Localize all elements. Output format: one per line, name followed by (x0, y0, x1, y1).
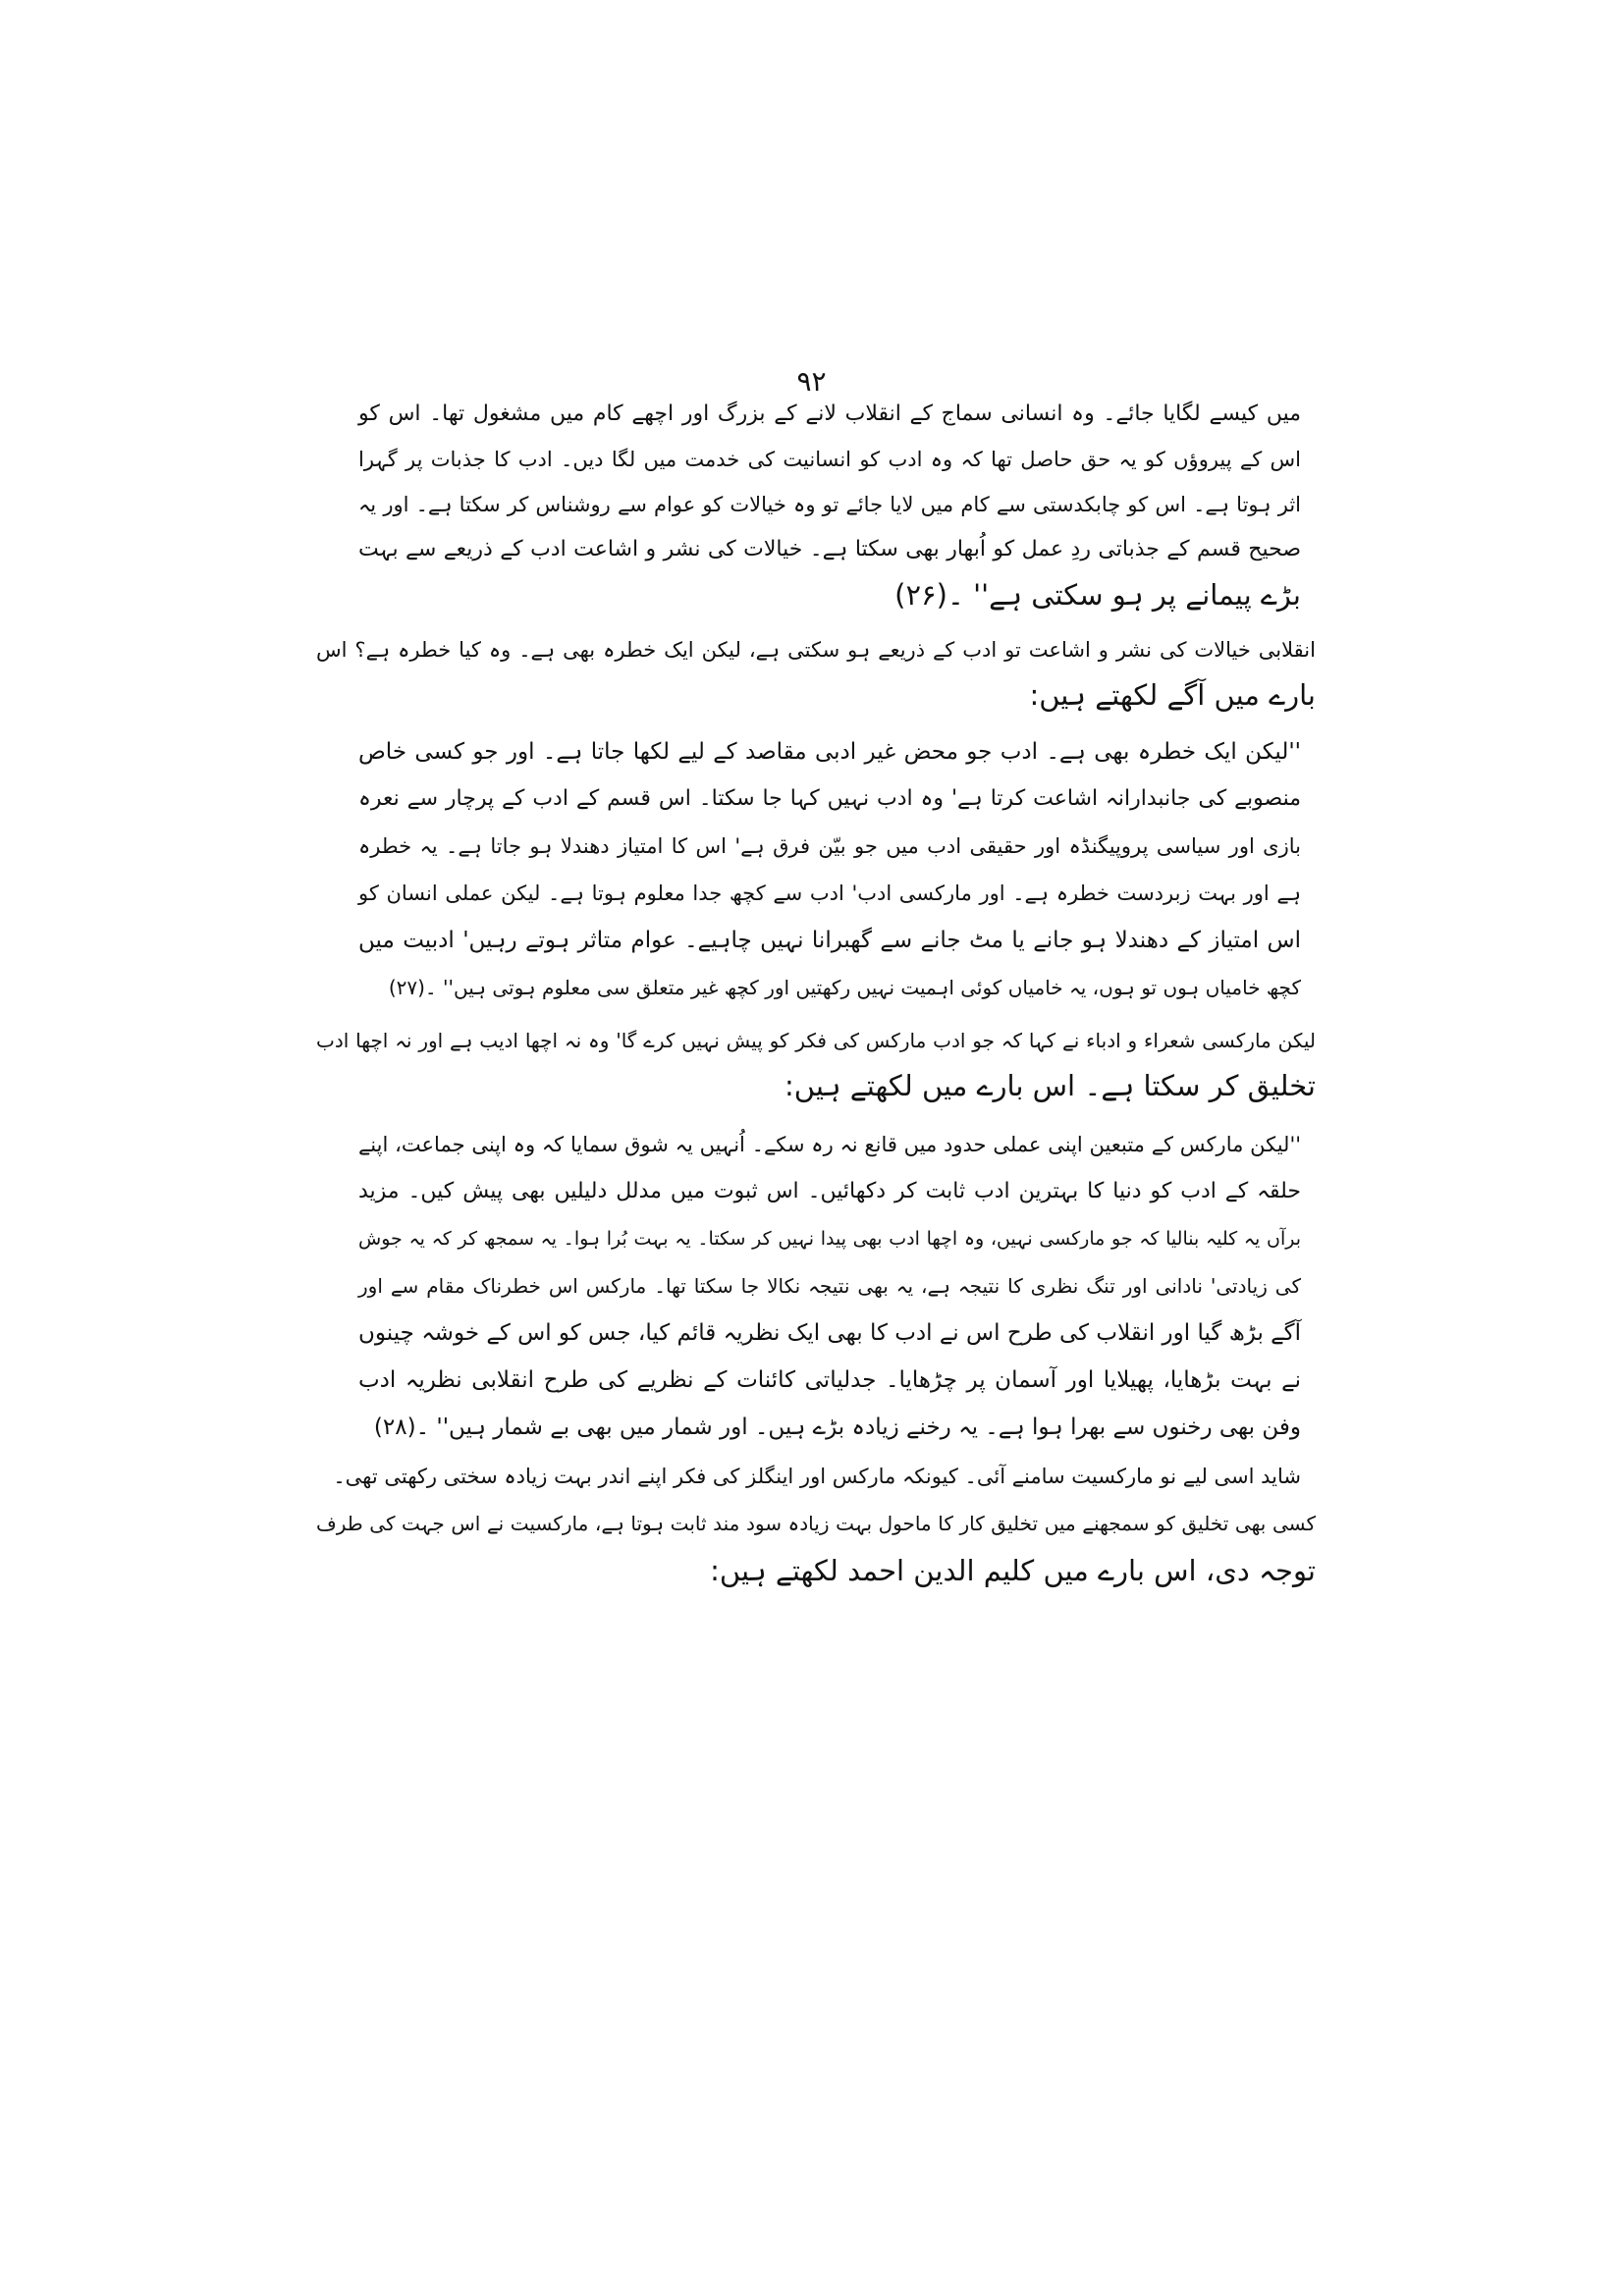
text-line: شاید اسی لیے نو مارکسیت سامنے آئی۔ کیونکہ مارکس اور اینگلز کی فکر اپنے اندر بہت زیادہ سختی رکھتی تھی۔ (333, 1465, 1301, 1488)
text-line: حلقہ کے ادب کو دنیا کا بہترین ادب ثابت کر دکھائیں۔ اس ثبوت میں مدلل دلیلیں بھی پیش کیں۔ مزید (358, 1179, 1301, 1203)
text-line: تخلیق کر سکتا ہے۔ اس بارے میں لکھتے ہیں: (784, 1069, 1316, 1102)
text-line: صحیح قسم کے جذباتی ردِ عمل کو اُبھار بھی سکتا ہے۔ خیالات کی نشر و اشاعت ادب کے ذریعے سے بہت (358, 537, 1301, 561)
text-line: اس امتیاز کے دھندلا ہو جانے یا مٹ جانے سے گھبرانا نہیں چاہیے۔ عوام متاثر ہوتے رہیں' ادبیت میں (358, 928, 1301, 953)
text-line: لیکن مارکسی شعراء و ادباء نے کہا کہ جو ادب مارکس کی فکر کو پیش نہیں کرے گا' وہ نہ اچھا ادیب ہے اور نہ اچھا ادب (316, 1029, 1316, 1052)
page-number: ۹۲ (796, 365, 827, 398)
text-line: انقلابی خیالات کی نشر و اشاعت تو ادب کے ذریعے ہو سکتی ہے، لیکن ایک خطرہ بھی ہے۔ وہ کیا خطرہ ہے؟ اس (316, 638, 1316, 662)
text-line: برآں یہ کلیہ بنالیا کہ جو مارکسی نہیں، وہ اچھا ادب بھی پیدا نہیں کر سکتا۔ یہ بہت بُرا ہوا۔ یہ سمجھ کر کہ یہ جوش (358, 1228, 1301, 1250)
text-line: بارے میں آگے لکھتے ہیں: (1029, 678, 1316, 712)
text-line: اثر ہوتا ہے۔ اس کو چابکدستی سے کام میں لایا جائے تو وہ خیالات کو عوام سے روشناس کر سکتا ہے۔ اور یہ (358, 493, 1301, 516)
text-line: کچھ خامیاں ہوں تو ہوں، یہ خامیاں کوئی اہمیت نہیں رکھتیں اور کچھ غیر متعلق سی معلوم ہوتی ہیں'' ۔(۲۷) (388, 976, 1301, 999)
text-line: ہے اور بہت زبردست خطرہ ہے۔ اور مارکسی ادب' ادب سے کچھ جدا معلوم ہوتا ہے۔ لیکن عملی انسان کو (358, 881, 1301, 905)
text-line: نے بہت بڑھایا، پھیلایا اور آسمان پر چڑھایا۔ جدلیاتی کائنات کے نظریے کی طرح انقلابی نظریہ ادب (358, 1367, 1301, 1393)
text-line: توجہ دی، اس بارے میں کلیم الدین احمد لکھتے ہیں: (710, 1554, 1316, 1587)
text-line: بڑے پیمانے پر ہو سکتی ہے'' ۔(۲۶) (894, 578, 1301, 612)
text-line: کی زیادتی' نادانی اور تنگ نظری کا نتیجہ ہے، یہ بھی نتیجہ نکالا جا سکتا تھا۔ مارکس اس خطرناک مقام سے اور (358, 1274, 1302, 1298)
text-line: میں کیسے لگایا جائے۔ وہ انسانی سماج کے انقلاب لانے کے بزرگ اور اچھے کام میں مشغول تھا۔ اس کو (358, 401, 1301, 426)
text-line: آگے بڑھ گیا اور انقلاب کی طرح اس نے ادب کا بھی ایک نظریہ قائم کیا، جس کو اس کے خوشہ چینوں (358, 1320, 1301, 1346)
text-line: اس کے پیروؤں کو یہ حق حاصل تھا کہ وہ ادب کو انسانیت کی خدمت میں لگا دیں۔ ادب کا جذبات پر گہرا (358, 448, 1301, 471)
text-line: بازی اور سیاسی پروپیگنڈہ اور حقیقی ادب میں جو بیّن فرق ہے' اس کا امتیاز دھندلا ہو جاتا ہے۔ یہ خطرہ (358, 834, 1301, 858)
text-line: ''لیکن مارکس کے متبعین اپنی عملی حدود میں قانع نہ رہ سکے۔ اُنہیں یہ شوق سمایا کہ وہ اپنی جماعت، اپنے (358, 1133, 1301, 1156)
text-line: وفن بھی رخنوں سے بھرا ہوا ہے۔ یہ رخنے زیادہ بڑے ہیں۔ اور شمار میں بھی بے شمار ہیں'' ۔(۲۸) (373, 1415, 1301, 1440)
text-line: ''لیکن ایک خطرہ بھی ہے۔ ادب جو محض غیر ادبی مقاصد کے لیے لکھا جاتا ہے۔ اور جو کسی خاص (358, 739, 1301, 765)
text-line: کسی بھی تخلیق کو سمجھنے میں تخلیق کار کا ماحول بہت زیادہ سود مند ثابت ہوتا ہے، مارکسیت نے اس جہت کی طرف (316, 1512, 1316, 1535)
text-line: منصوبے کی جانبدارانہ اشاعت کرتا ہے' وہ ادب نہیں کہا جا سکتا۔ اس قسم کے ادب کے پرچار سے نعرہ (358, 786, 1301, 811)
